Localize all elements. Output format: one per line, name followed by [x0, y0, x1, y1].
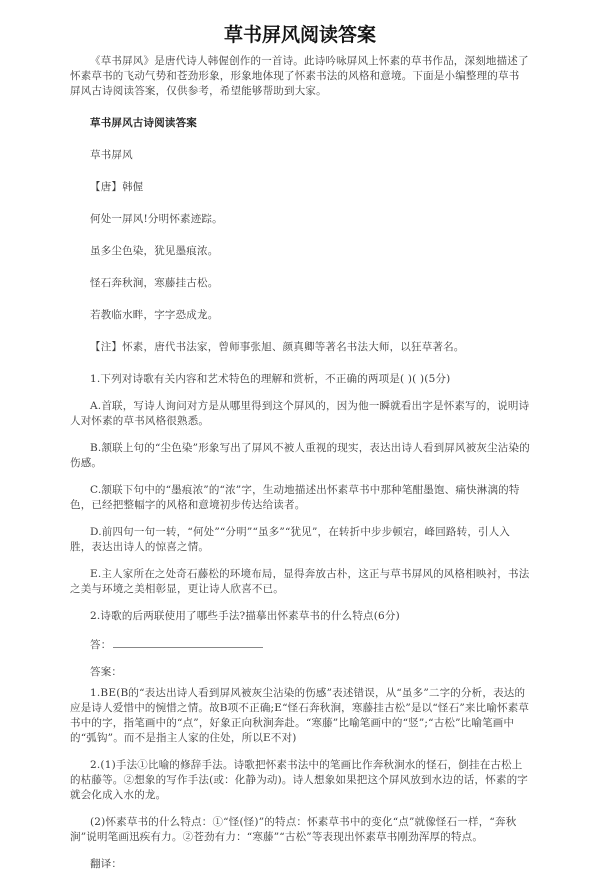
poem-title: 草书屏风 — [90, 149, 133, 161]
intro-paragraph: 《草书屏风》是唐代诗人韩偓创作的一首诗。此诗吟咏屏风上怀素的草书作品，深刻地描述了怀素草书的飞动气势和苍劲形象，形象地体现了怀素书法的风格和意境。下面是小编整理的草书屏风古诗阅读答案，仅供参考，希望能够帮助到大家。 — [70, 55, 529, 97]
answer-2-part-2: (2)怀素草书的什么特点：①“怪(怪)”的特点：怀素草书中的变化“点”就像怪石一样，“奔秋涧”说明笔画迅疾有力。②苍劲有力：“寒藤”“古松”等表现出怀素草书刚劲浑厚的特点。 — [70, 816, 517, 843]
answers-heading: 答案： — [90, 666, 123, 678]
question-1-option-b: B.颔联上句的“尘色染”形象写出了屏风不被人重视的现实，表达出诗人看到屏风被灰尘沾染的伤感。 — [70, 442, 530, 469]
answer-1: 1.BE(B的“表达出诗人看到屏风被灰尘沾染的伤感”表述错误，从“虽多”二字的分析，表达的应是诗人爱惜中的惋惜之情。故B项不正确;E“怪石奔秋涧，寒藤挂古松”是以“怪石”来比喻怀素草书中的字，指笔画中的“点”，好象正向秋涧奔赴。“寒藤”比喻笔画中的“竖”;“古松”比喻笔画中的“弧钩”。而不是指主人家的住处，所以E不对) — [70, 687, 530, 744]
translation-label: 翻译： — [90, 858, 123, 870]
poem-line-2: 虽多尘色染，犹见墨痕浓。 — [90, 245, 219, 257]
question-1-option-c: C.颔联下句中的“墨痕浓”的“浓”字，生动地描述出怀素草书中那种笔酣墨饱、痛快淋漓的特色，已经把整幅字的风格和意境初步传达给读者。 — [70, 484, 520, 511]
poem-line-1: 何处一屏风!分明怀素迹踪。 — [90, 213, 223, 225]
poem-line-3: 怪石奔秋涧，寒藤挂古松。 — [90, 277, 219, 289]
question-1-stem: 1.下列对诗歌有关内容和艺术特色的理解和赏析，不正确的两项是( )( )(5分) — [90, 373, 451, 385]
question-2-stem: 2.诗歌的后两联使用了哪些手法?描摹出怀素草书的什么特点(6分) — [90, 610, 400, 622]
answer-prompt — [70, 636, 530, 653]
poem-line-4: 若教临水畔，字字恐成龙。 — [90, 309, 219, 321]
poem-note: 【注】怀素，唐代书法家，曾师事张旭、颜真卿等著名书法大师，以狂草著名。 — [90, 341, 465, 353]
question-1-option-e: E.主人家所在之处奇石藤松的环境布局，显得奔放古朴，这正与草书屏风的风格相映衬，书法之美与环境之美相彰显，更让诗人欣喜不已。 — [70, 568, 530, 595]
answer-2-part-1: 2.(1)手法①比喻的修辞手法。诗歌把怀素书法中的笔画比作奔秋涧水的怪石，倒挂在古松上的枯藤等。②想象的写作手法(或：化静为动)。诗人想象如果把这个屏风放到水边的话，怀素的字就会化成入水的龙。 — [70, 759, 528, 801]
answer-prompt-label: 答： — [90, 639, 112, 651]
section-subtitle: 草书屏风古诗阅读答案 — [90, 117, 197, 129]
question-1-option-a: A.首联，写诗人询问对方是从哪里得到这个屏风的，因为他一瞬就看出字是怀素写的，说明诗人对怀素的草书风格很熟悉。 — [70, 400, 530, 427]
page-title: 草书屏风阅读答案 — [223, 24, 376, 46]
question-1-option-d: D.前四句一句一转，“何处”“分明”“虽多”“犹见”，在转折中步步顿宕，峰回路转，引人入胜，表达出诗人的惊喜之情。 — [70, 526, 511, 553]
poem-author: 【唐】韩偓 — [90, 181, 144, 193]
answer-blank-line — [113, 636, 263, 648]
